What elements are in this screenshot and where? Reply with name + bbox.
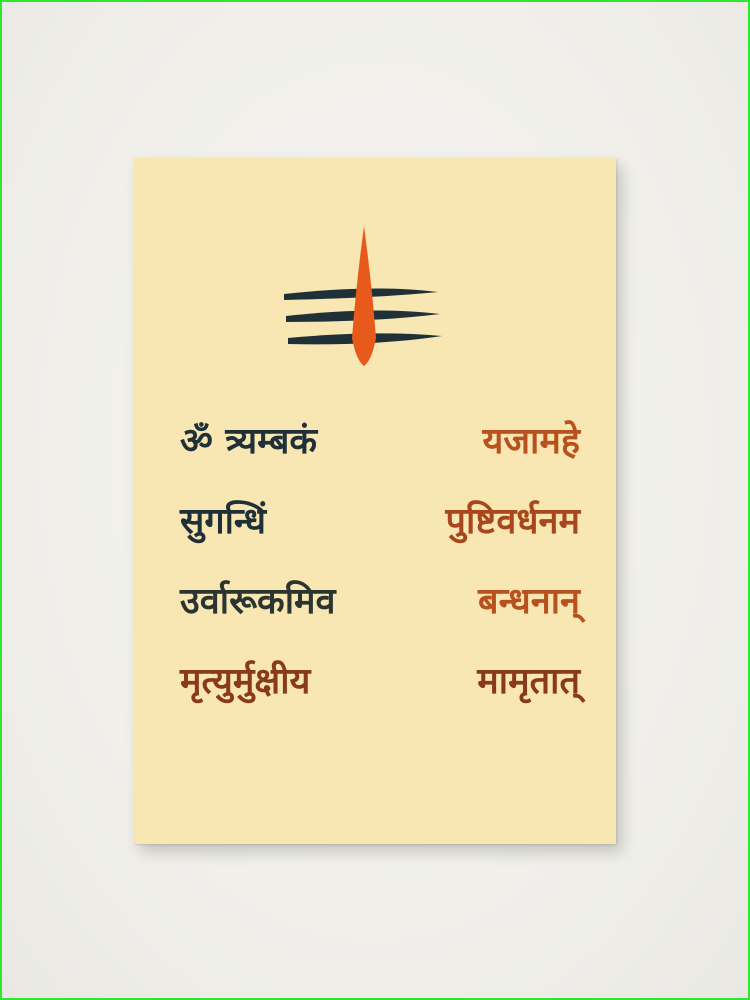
mantra-line-4-right: मामृतात् [477, 661, 580, 702]
mantra-line-2-left: सुगन्धिं [180, 501, 267, 542]
mantra-line-3-right: बन्धनान् [478, 581, 580, 622]
mantra-line-1 [180, 402, 580, 482]
mantra-line-3-left: उर्वारूकमिव [180, 581, 336, 622]
mahamrityunjaya-mantra [180, 402, 580, 722]
mantra-line-2-right: पुष्टिवर्धनम [445, 501, 580, 542]
tripundra-tilak-icon [276, 226, 476, 376]
mantra-line-1-left: ॐ त्र्यम्बकं [180, 421, 318, 462]
mantra-line-3 [180, 562, 580, 642]
mantra-line-4 [180, 642, 580, 722]
mantra-line-2 [180, 482, 580, 562]
mantra-line-4-left: मृत्युर्मुक्षीय [180, 661, 311, 702]
poster-print [134, 158, 616, 844]
mantra-line-1-right: यजामहे [482, 421, 580, 462]
